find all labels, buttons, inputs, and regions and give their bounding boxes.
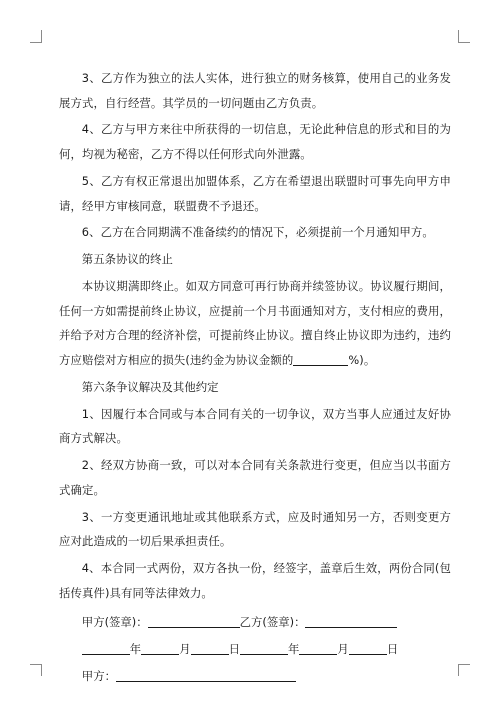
section-6-heading: 第六条争议解决及其他约定 <box>81 379 219 394</box>
party-a-seal-label: 甲方(签章)： <box>81 615 148 630</box>
clause-5: 5、乙方有权正常退出加盟体系，乙方在希望退出联盟时可事先向甲方申请，经甲方审核同意，联盟费不予退还。 <box>59 173 451 213</box>
day-label-b: 日 <box>386 642 399 657</box>
section-5-body <box>59 274 451 372</box>
section-5-heading: 第五条协议的终止 <box>81 252 173 267</box>
section-6-item-1: 1、因履行本合同或与本合同有关的一切争议，双方当事人应通过友好协商方式解决。 <box>59 406 451 446</box>
document-body <box>59 66 451 690</box>
section-6-item-4: 4、本合同一式两份，双方各执一份，经签字，盖章后生效，两份合同(包括传真件)具有同等法律效力。 <box>59 561 451 600</box>
section-5-text: 本协议期满即终止。如双方同意可再行协商并续签协议。协议履行期间，任何一方如需提前终止协议，应提前一个月书面通知对方，支付相应的费用，并给予对方合理的经济补偿，可提前终止协议。擅自终止协议即为违约，违约方应赔偿对方相应的损失(违约金为协议金额的 <box>59 279 451 368</box>
day-label: 日 <box>228 642 241 657</box>
year-label: 年 <box>129 642 142 657</box>
clause-3: 3、乙方作为独立的法人实体，进行独立的财务核算，使用自己的业务发展方式，自行经营。其学员的一切问题由乙方负责。 <box>59 71 451 110</box>
clause-4: 4、乙方与甲方来往中所获得的一切信息，无论此种信息的形式和目的为何，均视为秘密，乙方不得以任何形式向外泄露。 <box>59 122 451 162</box>
section-6-item-3: 3、一方变更通讯地址或其他联系方式，应及时通知另一方，否则变更方应对此造成的一切后果承担责任。 <box>59 509 451 549</box>
party-b-seal-label: 乙方(签章)： <box>239 615 306 630</box>
party-a-month-blank[interactable] <box>141 640 179 655</box>
clause-6: 6、乙方在合同期满不准备续约的情况下，必须提前一个月通知甲方。 <box>81 225 434 240</box>
month-label: 月 <box>179 642 191 657</box>
party-a-day-blank[interactable] <box>191 640 229 655</box>
year-label-b: 年 <box>288 642 300 657</box>
party-a-year-blank[interactable] <box>82 640 130 655</box>
month-label-b: 月 <box>337 642 349 657</box>
party-a-line <box>59 663 451 690</box>
section-6-item-2: 2、经双方协商一致，可以对本合同有关条款进行变更，但应当以书面方式确定。 <box>59 458 451 497</box>
party-b-seal-blank[interactable] <box>305 613 397 628</box>
party-b-year-blank[interactable] <box>240 640 288 655</box>
party-b-month-blank[interactable] <box>299 640 337 655</box>
party-a-label: 甲方： <box>81 669 116 684</box>
penalty-percent-blank[interactable] <box>293 351 348 366</box>
section-5-text-end: %)。 <box>348 353 376 368</box>
party-b-day-blank[interactable] <box>349 640 387 655</box>
signature-line <box>59 609 451 636</box>
date-line <box>59 636 451 663</box>
party-a-blank[interactable] <box>116 667 296 682</box>
party-a-seal-blank[interactable] <box>148 613 240 628</box>
